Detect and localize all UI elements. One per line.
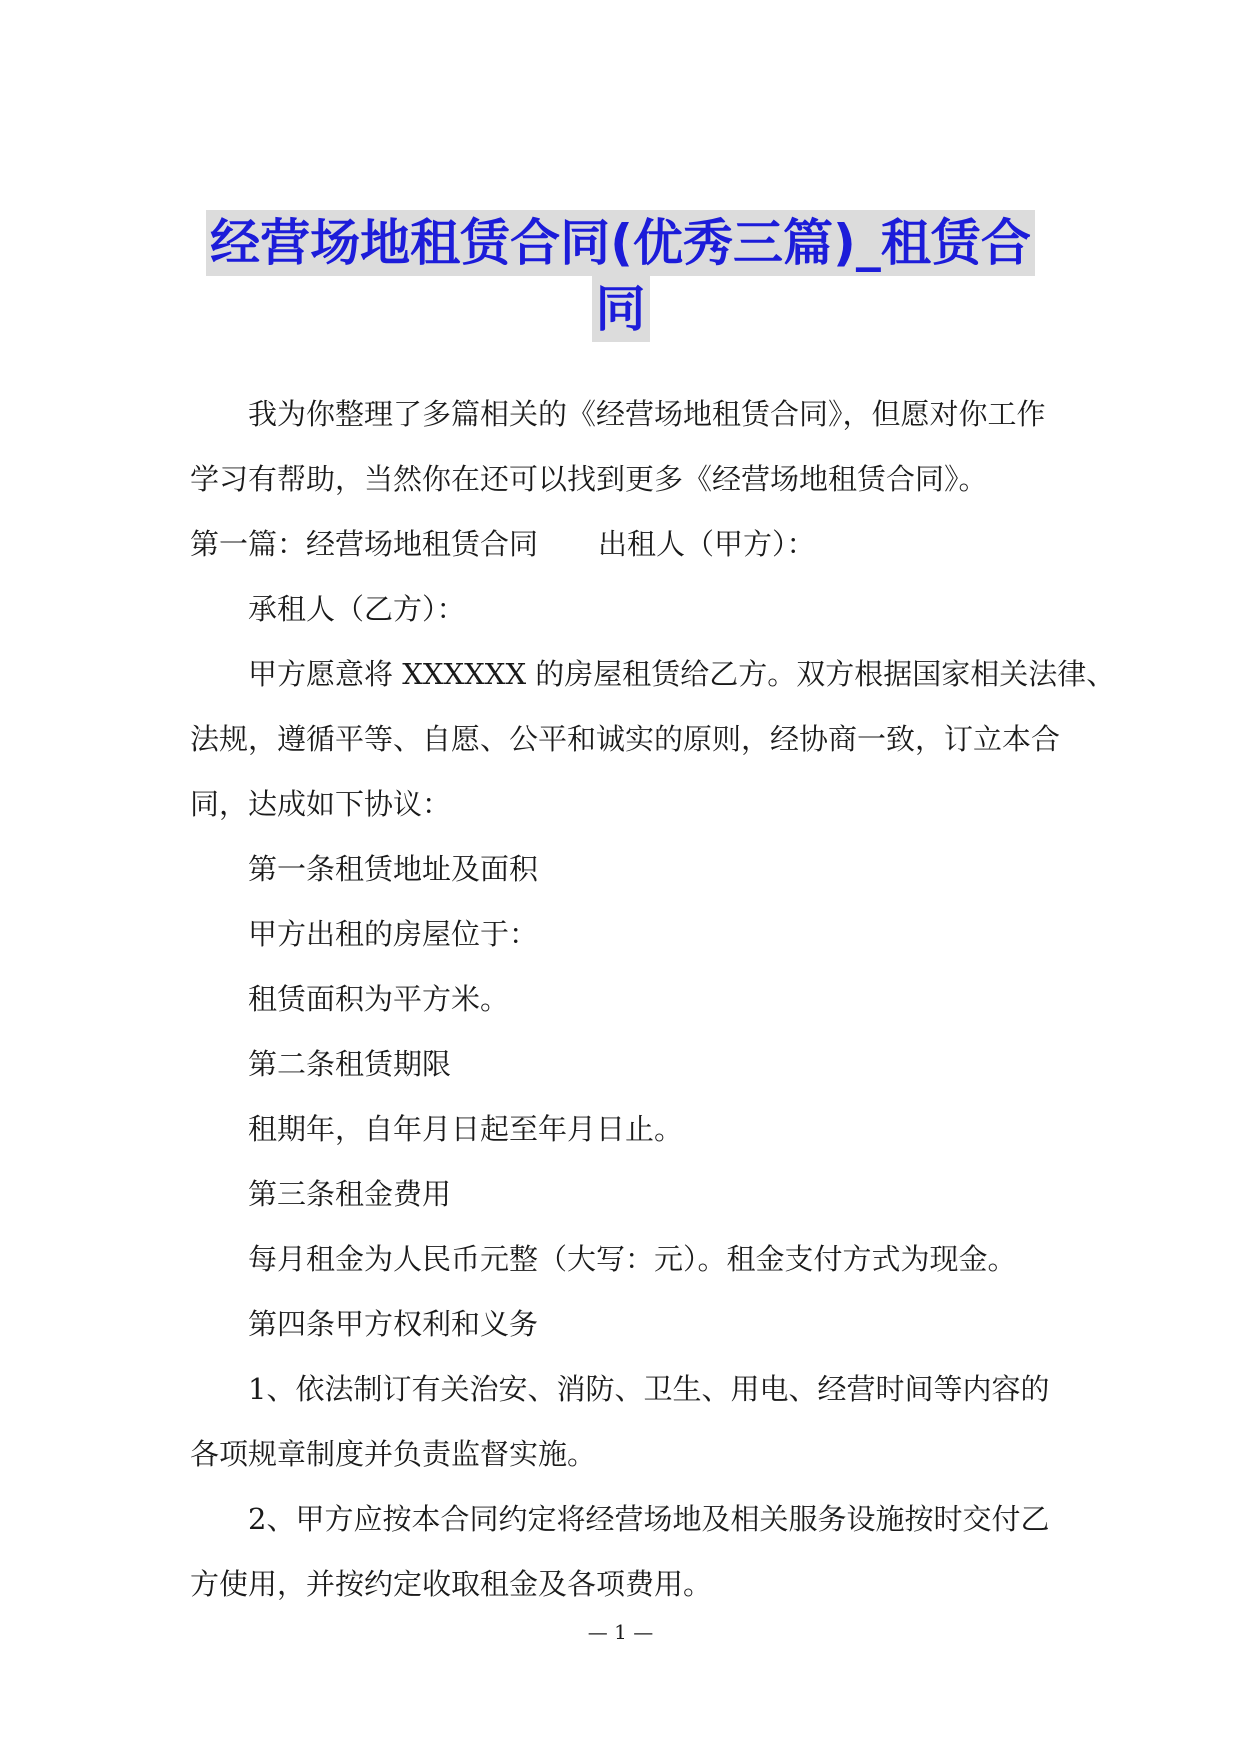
paragraph — [190, 512, 1050, 577]
document-title — [150, 210, 1091, 342]
clause-heading: 第二条租赁期限 — [248, 1047, 452, 1081]
title-line-1: 经营场地租赁合同(优秀三篇)_租赁合 — [206, 210, 1035, 276]
paragraph: 我为你整理了多篇相关的《经营场地租赁合同》，但愿对你工作 — [248, 397, 1046, 431]
page-number: — 1 — — [587, 1620, 654, 1644]
paragraph: 承租人（乙方）： — [248, 592, 466, 626]
paragraph: 1、依法制订有关治安、消防、卫生、用电、经营时间等内容的 — [248, 1372, 1050, 1406]
paragraph: 每月租金为人民币元整（大写：元）。租金支付方式为现金。 — [248, 1242, 1017, 1276]
section-heading: 第一篇：经营场地租赁合同 — [190, 527, 539, 561]
document-body — [190, 382, 1116, 1617]
clause-heading: 第三条租金费用 — [248, 1177, 452, 1211]
paragraph: 同，达成如下协议： — [190, 787, 452, 821]
title-line-2: 同 — [592, 276, 650, 342]
paragraph: 租期年，自年月日起至年月日止。 — [248, 1112, 684, 1146]
paragraph: 甲方愿意将 XXXXXX 的房屋租赁给乙方。双方根据国家相关法律、 — [248, 657, 1116, 691]
paragraph: 各项规章制度并负责监督实施。 — [190, 1437, 597, 1471]
paragraph: 甲方出租的房屋位于： — [248, 917, 539, 951]
clause-heading: 第四条甲方权利和义务 — [248, 1307, 539, 1341]
paragraph: 学习有帮助，当然你在还可以找到更多《经营场地租赁合同》。 — [190, 462, 988, 496]
paragraph: 租赁面积为平方米。 — [248, 982, 510, 1016]
paragraph: 方使用，并按约定收取租金及各项费用。 — [190, 1567, 713, 1601]
paragraph: 2、甲方应按本合同约定将经营场地及相关服务设施按时交付乙 — [248, 1502, 1050, 1536]
lessor-label: 出租人（甲方）： — [598, 527, 816, 561]
paragraph: 法规，遵循平等、自愿、公平和诚实的原则，经协商一致，订立本合 — [190, 722, 1061, 756]
clause-heading: 第一条租赁地址及面积 — [248, 852, 539, 886]
